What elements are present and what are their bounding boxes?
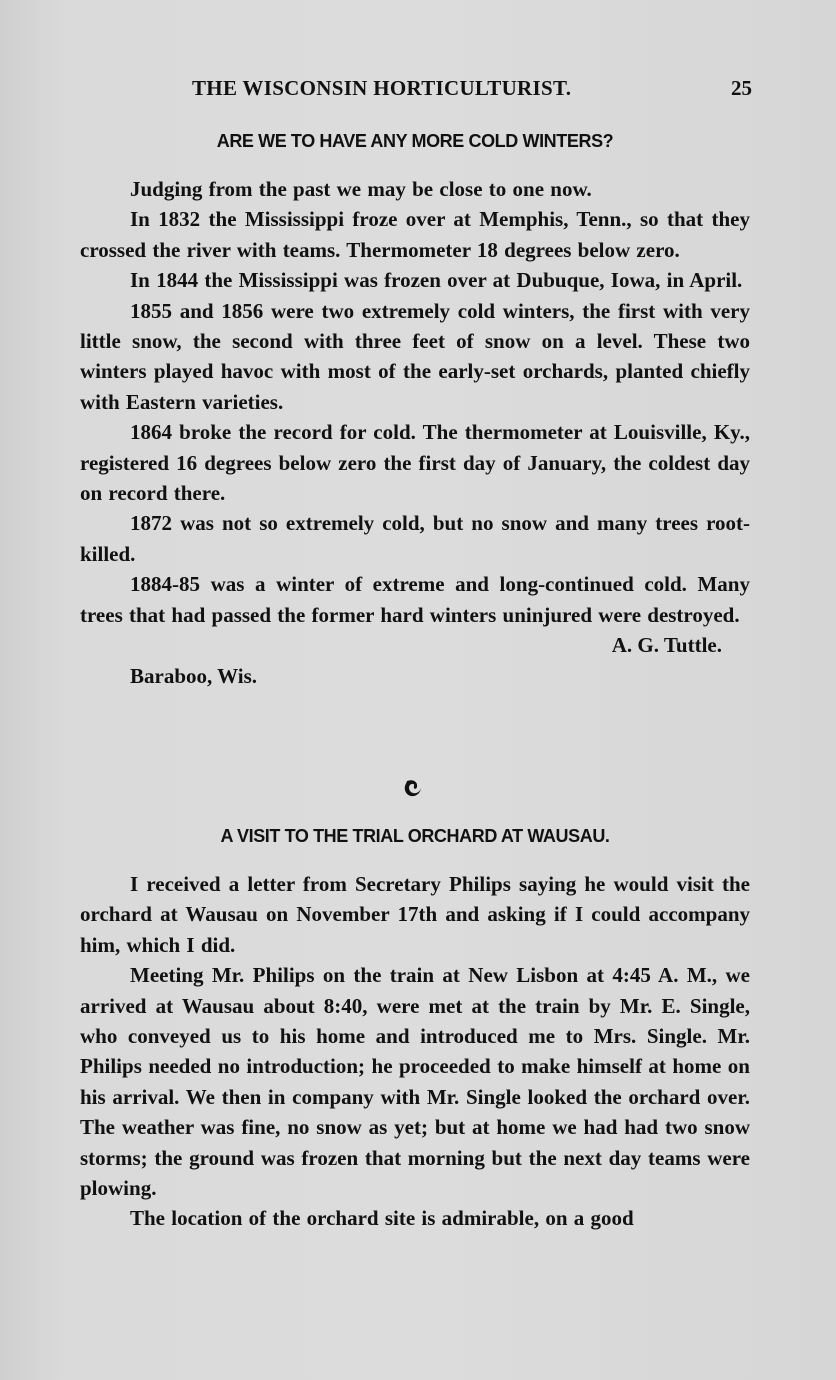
paragraph: I received a letter from Secretary Philips saying he would visit the orchard at Wausau on November 17th and asking if I could accompany him, which I did. [80,872,750,957]
author-location: Baraboo, Wis. [130,663,258,688]
paragraph: 1872 was not so extremely cold, but no snow and many trees root-killed. [80,511,750,566]
paragraph: In 1844 the Mississippi was frozen over at Dubuque, Iowa, in April. [130,268,743,293]
paragraph: Judging from the past we may be close to one now. [130,177,592,201]
author-signature: A. G. Tuttle. [611,633,722,658]
running-title: THE WISCONSIN HORTICULTURIST. [192,76,572,100]
paragraph: 1855 and 1856 were two extremely cold winters, the first with very little snow, the second with three feet of snow on a level. These two winters played havoc with most of the early-set orchards, planted chiefly with Eastern varieties. [80,298,750,414]
article-heading: ARE WE TO HAVE ANY MORE COLD WINTERS? [216,131,614,151]
article-heading: A VISIT TO THE TRIAL ORCHARD AT WAUSAU. [220,826,610,846]
paragraph: 1884-85 was a winter of extreme and long-continued cold. Many trees that had passed the former hard winters uninjured were destroyed. [80,572,750,627]
paragraph: Meeting Mr. Philips on the train at New Lisbon at 4:45 A. M., we arrived at Wausau about 8:40, were met at the train by Mr. E. Single, who conveyed us to his home and introduced me to Mrs. Single. Mr. Philips needed no introduction; he proceeded to make himself at home on his arrival. We then in company with Mr. Single looked the orchard over. The weather was fine, no snow as yet; but at home we had had two snow storms; the ground was frozen that morning but the next day teams were plowing. [80,963,750,1201]
paragraph: 1864 broke the record for cold. The thermometer at Louisville, Ky., registered 16 degrees below zero the first day of January, the coldest day on record there. [80,420,750,506]
paragraph: The location of the orchard site is admirable, on a good [130,1206,634,1231]
leaf-fleuron-icon [404,777,424,799]
paragraph: In 1832 the Mississippi froze over at Memphis, Tenn., so that they crossed the river with teams. Thermometer 18 degrees below zero. [80,207,750,262]
article-trial-orchard [80,823,750,1234]
page-number: 25 [731,76,752,100]
article-cold-winters [80,128,750,691]
